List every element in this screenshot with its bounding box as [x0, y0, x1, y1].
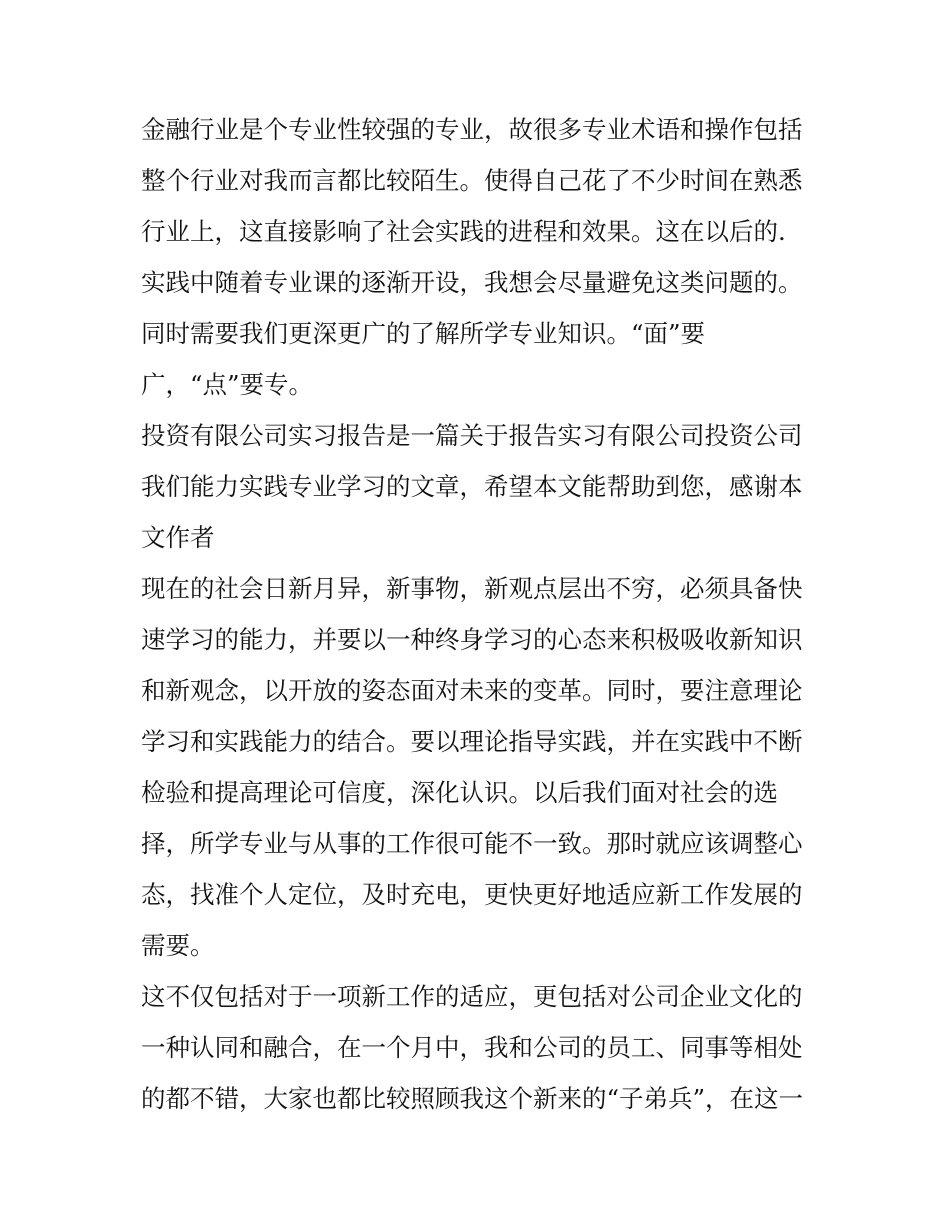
document-body	[141, 104, 821, 1124]
text-line: 速学习的能力，并要以一种终身学习的心态来积极吸收新知识	[141, 625, 803, 654]
text-line: 投资有限公司实习报告是一篇关于报告实习有限公司投资公司	[141, 421, 803, 450]
text-line: 的都不错，大家也都比较照顾我这个新来的“子弟兵”，在这一	[141, 1084, 804, 1113]
text-line: 学习和实践能力的结合。要以理论指导实践，并在实践中不断	[141, 727, 803, 756]
text-line: 行业上，这直接影响了社会实践的进程和效果。这在以后的.	[141, 217, 786, 246]
text-line: 检验和提高理论可信度，深化认识。以后我们面对社会的选	[141, 778, 778, 807]
text-line: 现在的社会日新月异，新事物，新观点层出不穷，必须具备快	[141, 574, 803, 603]
text-line: 广，“点”要专。	[141, 370, 314, 399]
text-line: 一种认同和融合，在一个月中，我和公司的员工、同事等相处	[141, 1033, 803, 1062]
text-line: 需要。	[141, 931, 215, 960]
text-line: 整个行业对我而言都比较陌生。使得自己花了不少时间在熟悉	[141, 166, 803, 195]
text-line: 我们能力实践专业学习的文章，希望本文能帮助到您，感谢本	[141, 472, 803, 501]
text-line: 和新观念，以开放的姿态面对未来的变革。同时，要注意理论	[141, 676, 803, 705]
text-line: 文作者	[141, 523, 215, 552]
text-line: 这不仅包括对于一项新工作的适应，更包括对公司企业文化的	[141, 982, 803, 1011]
text-line: 态，找准个人定位，及时充电，更快更好地适应新工作发展的	[141, 880, 803, 909]
text-line: 实践中随着专业课的逐渐开设，我想会尽量避免这类问题的。	[141, 268, 803, 297]
text-line: 择，所学专业与从事的工作很可能不一致。那时就应该调整心	[141, 829, 803, 858]
text-line: 同时需要我们更深更广的了解所学专业知识。“面”要	[141, 319, 706, 348]
text-line: 金融行业是个专业性较强的专业，故很多专业术语和操作包括	[141, 115, 803, 144]
